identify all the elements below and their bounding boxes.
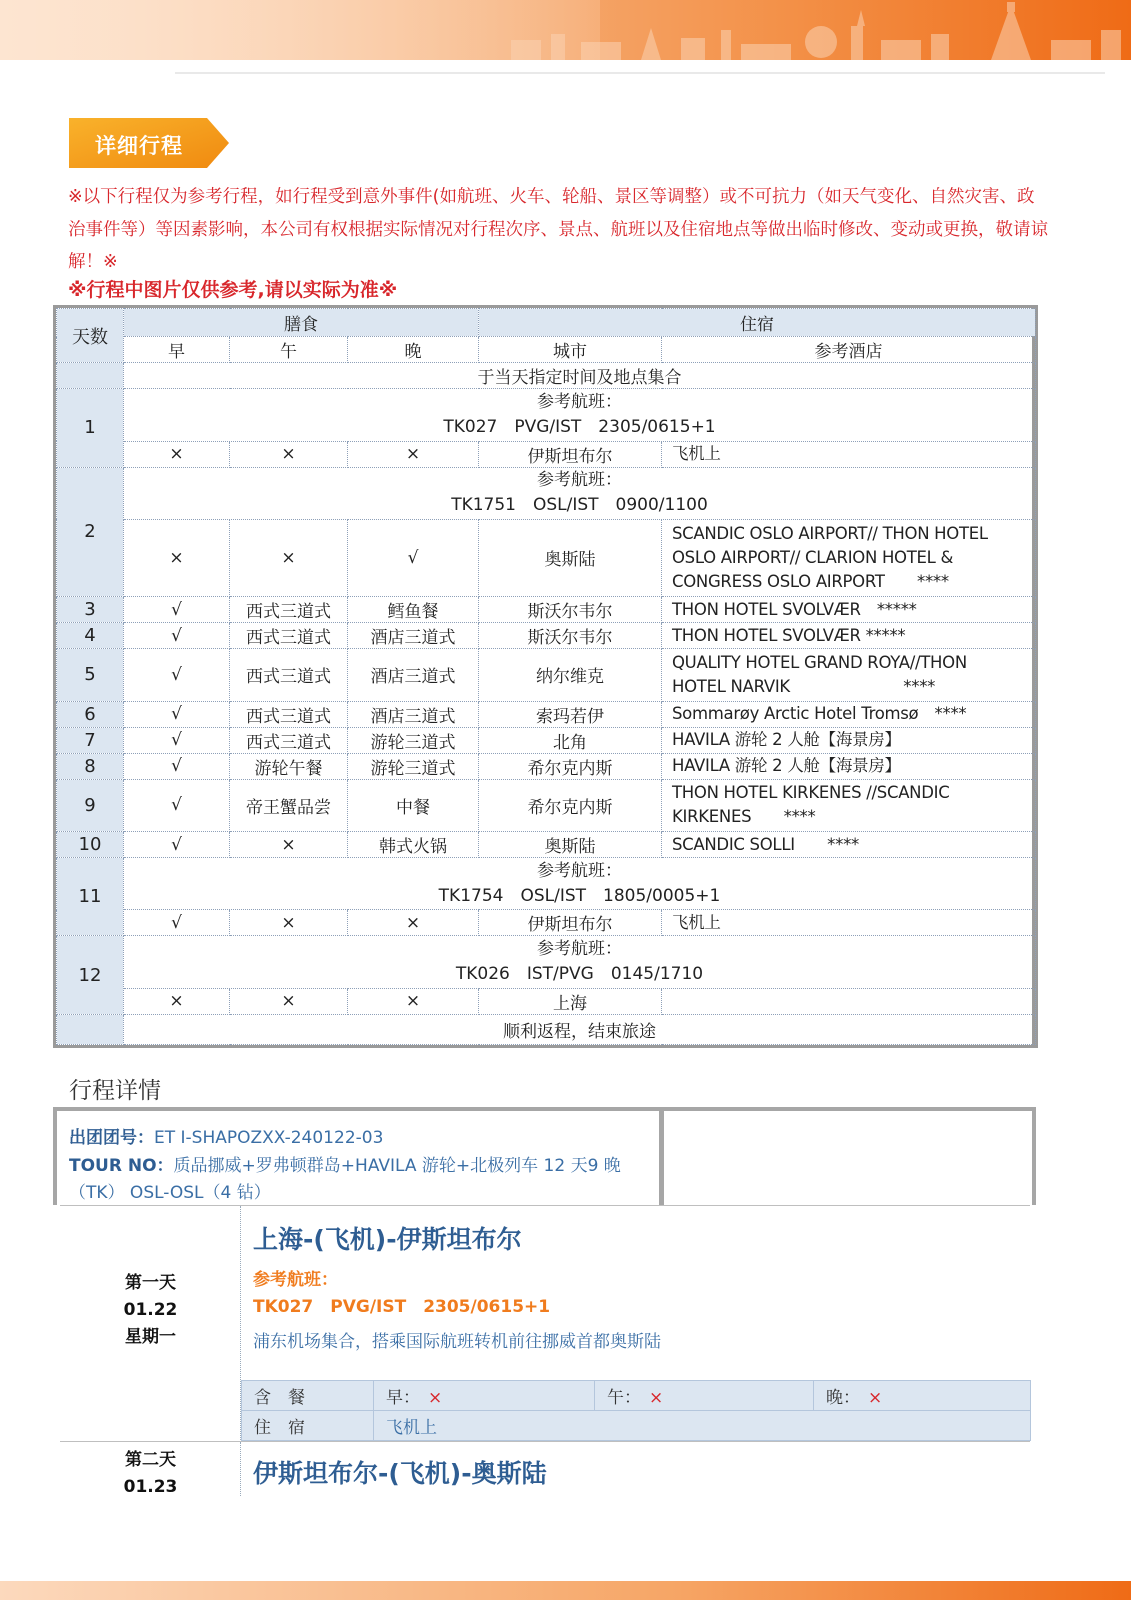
day-number: 9 [57,779,124,831]
header-meals: 膳食 [124,309,479,337]
gather-row: 于当天指定时间及地点集合 [124,363,1036,389]
day-number: 12 [57,936,124,1014]
lunch-cell: × [230,519,348,596]
day-number: 4 [57,623,124,649]
city-cell: 伊斯坦布尔 [479,441,662,467]
day-name: 第一天 [125,1273,176,1293]
day-detail-2 [60,1441,1030,1497]
day-number: 3 [57,597,124,623]
city-cell: 奥斯陆 [479,519,662,596]
detail-title: 行程详情 [69,1078,161,1104]
breakfast-cell: × [124,441,230,467]
notice-bold: ※行程中图片仅供参考,请以实际为准※ [68,279,398,301]
hotel-cell: SCANDIC OSLO AIRPORT// THON HOTEL OSLO AIRPORT// CLARION HOTEL & CONGRESS OSLO AIRPORT **** [662,519,1036,596]
day-number: 2 [57,467,124,597]
tour-info-box [53,1107,1036,1205]
ending-row: 顺利返程，结束旅途 [124,1014,1036,1044]
day-description: 浦东机场集合，搭乘国际航班转机前往挪威首都奥斯陆 [253,1332,661,1352]
day-name: 第二天 [125,1450,176,1470]
header-lunch: 午 [230,337,348,363]
flight-cell: 参考航班： TK1751 OSL/IST 0900/1100 [124,467,1036,519]
notice-text: ※以下行程仅为参考行程，如行程受到意外事件(如航班、火车、轮船、景区等调整）或不可抗力（如天气变化、自然灾害、政治事件等）等因素影响，本公司有权根据实际情况对行程次序、景点、航班以及住宿地点等做出临时修改、变动或更换，敬请谅解！※ [68,187,1048,272]
footer-band [0,1581,1131,1600]
section-title: 详细行程 [95,134,183,158]
tour-name: 质品挪威+罗弗顿群岛+HAVILA 游轮+北极列车 12 天9 晚 [173,1156,621,1176]
hotel-cell: 飞机上 [662,441,1036,467]
lunch-cell: × [230,441,348,467]
header-hotel: 参考酒店 [662,337,1036,363]
day-date: 01.23 [123,1477,178,1497]
header-breakfast: 早 [124,337,230,363]
day-route: 伊斯坦布尔-(飞机)-奥斯陆 [253,1459,547,1488]
flight-cell: 参考航班： TK027 PVG/IST 2305/0615+1 [124,389,1036,441]
day-number: 6 [57,701,124,727]
meal-stay-table: 含 餐 早： × 午： × 晚： × 住 宿 飞机上 [241,1380,1031,1441]
header-day: 天数 [57,309,124,363]
day-number: 5 [57,649,124,701]
header-city: 城市 [479,337,662,363]
day-number: 8 [57,753,124,779]
day-weekday: 星期一 [125,1327,176,1347]
day-number: 11 [57,858,124,936]
tour-label: TOUR NO： [69,1156,174,1176]
header-rule [175,72,1105,74]
flight-cell: 参考航班： TK1754 OSL/IST 1805/0005+1 [124,858,1036,910]
section-tag [69,118,229,168]
day-detail-1 [60,1205,1030,1441]
header-dinner: 晚 [348,337,479,363]
flight-label: 参考航班： [253,1270,338,1290]
day-date: 01.22 [123,1300,178,1320]
stay-value: 飞机上 [374,1411,1031,1441]
day-route: 上海-(飞机)-伊斯坦布尔 [253,1225,522,1254]
flight-cell: 参考航班： TK026 IST/PVG 0145/1710 [124,936,1036,988]
group-number: ET I-SHAPOZXX-240122-03 [154,1128,384,1148]
city-skyline-icon [491,0,1131,60]
flight-info: TK027 PVG/IST 2305/0615+1 [253,1297,551,1317]
breakfast-cell: × [124,519,230,596]
day-number: 10 [57,831,124,857]
day-number: 7 [57,727,124,753]
itinerary-summary-table: 天数 膳食 住宿 早 午 晚 城市 参考酒店 于当天指定时间及地点集合 1 参考航班： TK027 PVG/IST 2305/0615+1 × × × 伊斯坦布尔 飞机上 2 参考航班： TK1751 OSL/IST 0900/1100 × × √ 奥斯陆 SCANDIC OSLO AIRPORT// THON HOTEL OSLO AIRPORT// CLARION HOTEL & CONGRESS OSLO AIRPORT **** 3 √ 西式三道式 鳕鱼餐 斯沃尔韦尔 THON HOTEL SVOLVÆR ***** 4 √ 西式三道式 酒店三道式 斯沃尔韦尔 THON HOTEL SVOLVÆR ***** 5 √ 西式三道式 酒店三道式 纳尔维克 QUALITY HOTEL GRAND ROYA//THON HOTEL NARVIK **** 6 √ 西式三道式 酒店三道式 索玛若伊 Sommarøy Arctic Hotel Tromsø **** 7 √ 西式三道式 游轮三道式 北角 HAVILA 游轮 2 人舱【海景房】 8 √ 游轮午餐 游轮三道式 希尔克内斯 HAVILA 游轮 2 人舱【海景房】 9 √ 帝王蟹品尝 中餐 希尔克内斯 THON HOTEL KIRKENES //SCANDIC KIRKENES **** 10 √ × 韩式火锅 奥斯陆 SCANDIC SOLLI **** 11 参考航班： TK1754 OSL/IST 1805/0005+1 √ × × 伊斯坦布尔 飞机上 12 参考航班： TK026 IST/PVG 0145/1710 × × × 上海 顺利返程，结束旅途 [53,305,1038,1048]
header-banner [0,0,1131,60]
dinner-cell: × [348,441,479,467]
day-number: 1 [57,389,124,467]
tour-name-cont: （TK） OSL-OSL（4 钻） [69,1183,271,1203]
meal-label: 含 餐 [242,1381,374,1411]
dinner-cell: √ [348,519,479,596]
stay-label: 住 宿 [242,1411,374,1441]
group-label: 出团团号： [69,1128,154,1148]
header-stay: 住宿 [479,309,1036,337]
